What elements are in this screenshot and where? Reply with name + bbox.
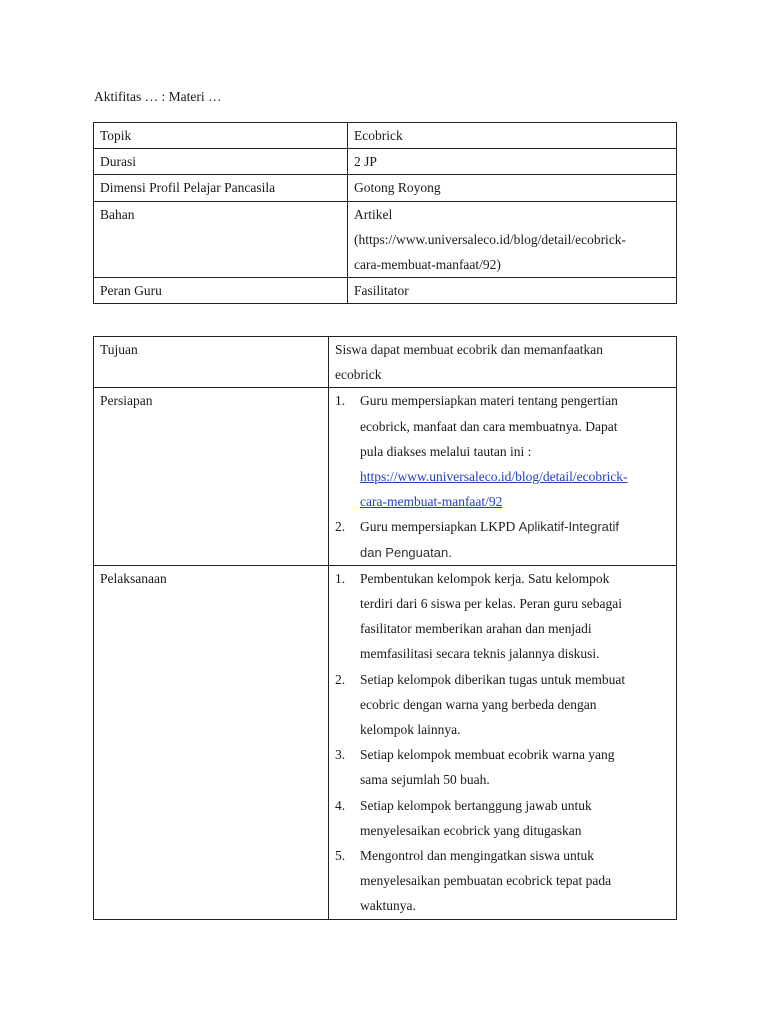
info-table [93, 122, 677, 304]
item-line: menyelesaikan ecobrick yang ditugaskan [360, 822, 582, 838]
list-number: 2. [335, 519, 346, 535]
row-value: Ecobrick [348, 123, 677, 149]
pelaksanaan-list [335, 566, 670, 919]
item-line: Pembentukan kelompok kerja. Satu kelompok [360, 570, 610, 586]
persiapan-list [335, 388, 670, 564]
item-line: kelompok lainnya. [360, 722, 461, 738]
row-label: Tujuan [94, 337, 329, 388]
list-number: 5. [335, 848, 346, 864]
row-label: Pelaksanaan [94, 565, 329, 919]
row-label: Durasi [94, 149, 348, 175]
item-line: Setiap kelompok diberikan tugas untuk membuat [360, 671, 626, 687]
list-item [335, 566, 670, 667]
row-label: Peran Guru [94, 278, 348, 304]
table-row [94, 388, 677, 565]
item-line: fasilitator memberikan arahan dan menjadi [360, 621, 592, 637]
table-row [94, 175, 677, 201]
table-row [94, 201, 677, 278]
item-line: pula diakses melalui tautan ini : [360, 443, 532, 459]
item-line: ecobrick, manfaat dan cara membuatnya. Dapat [360, 418, 618, 434]
article-link[interactable]: https://www.universaleco.id/blog/detail/ecobrick- [360, 469, 628, 485]
value-line: ecobrick [335, 367, 382, 383]
item-text-sans: Aplikatif-Integratif [518, 519, 620, 535]
value-line: (https://www.universaleco.id/blog/detail/ecobrick- [354, 231, 627, 247]
list-item [335, 742, 670, 792]
table-row [94, 123, 677, 149]
item-line: Guru mempersiapkan materi tentang pengertian [360, 393, 618, 409]
table-row [94, 337, 677, 388]
value-line: Artikel [354, 206, 393, 222]
value-line: Siswa dapat membuat ecobrik dan memanfaatkan [335, 342, 604, 357]
item-line: memfasilitasi secara teknis jalannya diskusi. [360, 646, 600, 662]
table-row [94, 149, 677, 175]
item-line: terdiri dari 6 siswa per kelas. Peran guru sebagai [360, 596, 623, 612]
item-line: menyelesaikan pembuatan ecobrick tepat pada [360, 873, 612, 889]
item-line: sama sejumlah 50 buah. [360, 772, 490, 788]
item-text: Guru mempersiapkan LKPD [360, 519, 519, 535]
table-row [94, 565, 677, 919]
item-line [360, 514, 670, 539]
list-item [335, 388, 670, 514]
row-label: Persiapan [94, 388, 329, 565]
row-value: Gotong Royong [348, 175, 677, 201]
item-line: Setiap kelompok bertanggung jawab untuk [360, 797, 592, 813]
activity-heading: Aktifitas … : Materi … [94, 89, 222, 104]
item-line: Mengontrol dan mengingatkan siswa untuk [360, 848, 594, 864]
link-line-wrap [360, 489, 670, 514]
row-value [329, 565, 677, 919]
item-line: Setiap kelompok membuat ecobrik warna yang [360, 747, 615, 763]
row-label: Topik [94, 123, 348, 149]
list-number: 1. [335, 570, 346, 586]
list-number: 4. [335, 797, 346, 813]
link-line-wrap [360, 464, 670, 489]
item-line: dan Penguatan. [360, 544, 452, 560]
plan-table [93, 336, 677, 920]
article-link[interactable]: cara-membuat-manfaat/92 [360, 494, 503, 510]
row-label: Bahan [94, 201, 348, 278]
row-value: 2 JP [348, 149, 677, 175]
row-label: Dimensi Profil Pelajar Pancasila [94, 175, 348, 201]
row-value [329, 337, 677, 388]
row-value [348, 201, 677, 278]
item-line: waktunya. [360, 898, 416, 914]
list-item [335, 514, 670, 564]
list-number: 2. [335, 671, 346, 687]
row-value: Fasilitator [348, 278, 677, 304]
list-item [335, 667, 670, 743]
list-item [335, 793, 670, 843]
list-item [335, 843, 670, 919]
value-line: cara-membuat-manfaat/92) [354, 257, 501, 273]
row-value [329, 388, 677, 565]
item-line: ecobric dengan warna yang berbeda dengan [360, 696, 597, 712]
list-number: 1. [335, 393, 346, 409]
list-number: 3. [335, 747, 346, 763]
table-row [94, 278, 677, 304]
